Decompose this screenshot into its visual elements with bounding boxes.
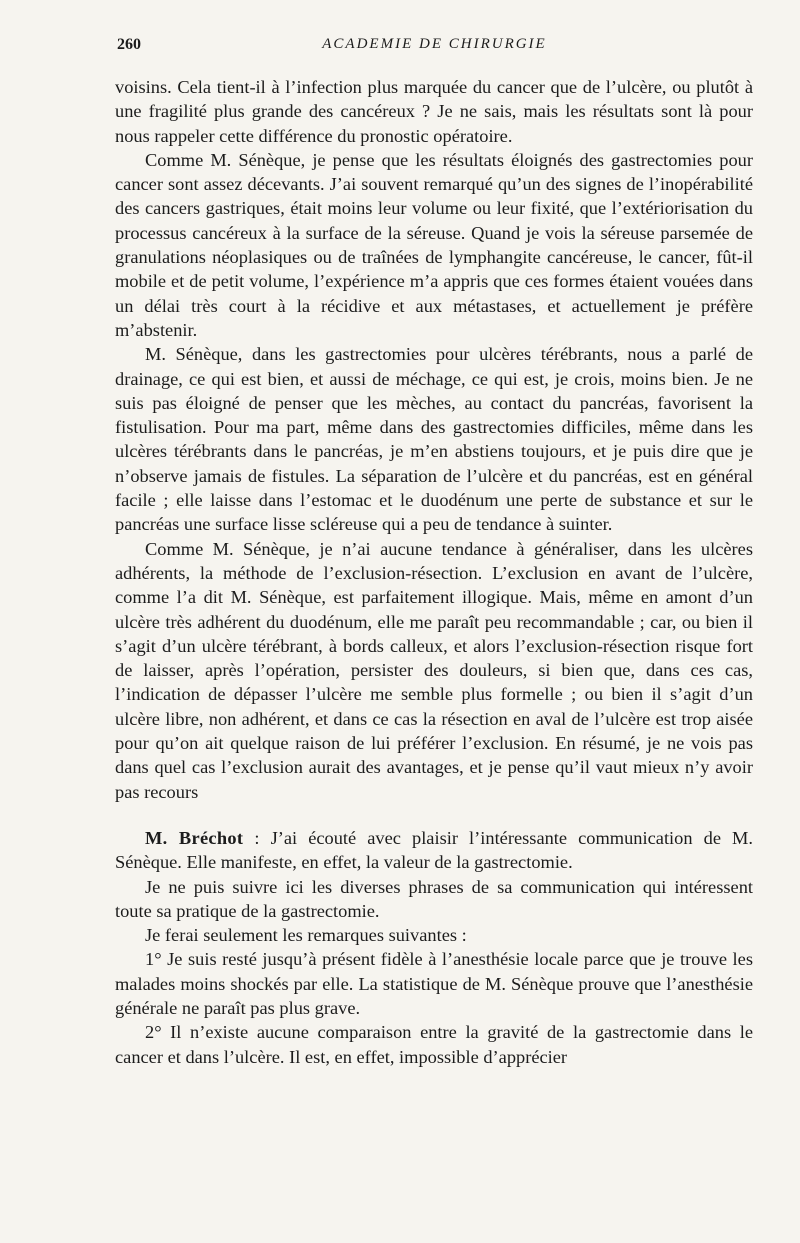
paragraph: M. Sénèque, dans les gastrectomies pour ulcères térébrants, nous a parlé de drainage, ce qui est bien, et aussi de méchage, ce qui est, je crois, moins bien. Je ne suis pas éloigné de penser que les mèches, au contact du pancréas, favorisent la fistulisation. Pour ma part, même dans des gastrectomies difficiles, même dans les ulcères térébrants dans le pancréas, je m’en abstiens toujours, et je puis dire que je n’observe jamais de fistules. La séparation de l’ulcère et du pancréas, est en général facile ; elle laisse dans l’estomac et le duodénum une perte de substance et sur le pancréas une surface lisse scléreuse qui a peu de tendance à suinter. <box>115 344 753 535</box>
page-header <box>117 36 752 60</box>
speaker-text: : J’ai écouté avec plaisir l’intéressante communication de M. Sénèque. Elle manifeste, en effet, la valeur de la gastrectomie. <box>115 827 753 873</box>
paragraph: Comme M. Sénèque, je pense que les résultats éloignés des gastrectomies pour cancer sont assez décevants. J’ai souvent remarqué qu’un des signes de l’inopérabilité des cancers gastriques, était moins leur volume ou leur fixité, que l’extériorisation du processus cancéreux à la surface de la séreuse. Quand je vois la séreuse parsemée de granulations néoplasiques ou de traînées de lymphangite cancéreuse, le cancer, fût-il mobile et de petit volume, l’expérience m’a appris que ces formes étaient vouées dans un délai très court à la récidive et aux métastases, et actuellement je préfère m’abstenir. <box>115 149 753 340</box>
running-title: ACADEMIE DE CHIRURGIE <box>322 36 547 52</box>
paragraph: Je ne puis suivre ici les diverses phrases de sa communication qui intéressent toute sa pratique de la gastrectomie. <box>115 876 753 921</box>
speaker-paragraph <box>115 826 753 875</box>
paragraph: 2° Il n’existe aucune comparaison entre la gravité de la gastrectomie dans le cancer et dans l’ulcère. Il est, en effet, impossible d’apprécier <box>115 1022 753 1067</box>
paragraph-continuation: voisins. Cela tient-il à l’infection plus marquée du cancer que de l’ulcère, ou plutôt à une fragilité plus grande des cancéreux ? Je ne sais, mais les résultats sont là pour nous rappeler cette différence du pronostic opératoire. <box>115 77 753 146</box>
paragraph: Comme M. Sénèque, je n’ai aucune tendance à généraliser, dans les ulcères adhérents, la méthode de l’exclusion-résection. L’exclusion en avant de l’ulcère, comme l’a dit M. Sénèque, est parfaitement illogique. Mais, même en amont d’un ulcère très adhérent du duodénum, elle me paraît peu recommandable ; car, ou bien il s’agit d’un ulcère térébrant, à bords calleux, et alors l’exclusion-résection risque fort de laisser, après l’opération, persister des douleurs, si bien que, dans ces cas, l’indication de dépasser l’ulcère me semble plus formelle ; ou bien il s’agit d’un ulcère libre, non adhérent, et dans ce cas la résection en aval de l’ulcère est trop aisée pour qu’on ait quelque raison de lui préférer l’exclusion. En résumé, je ne vois pas dans quel cas l’exclusion aurait des avantages, et je pense qu’il vaut mieux n’y avoir pas recours <box>115 538 753 802</box>
page-number: 260 <box>117 36 141 53</box>
paragraph: Je ferai seulement les remarques suivantes : <box>145 925 467 946</box>
paragraph: 1° Je suis resté jusqu’à présent fidèle à l’anesthésie locale parce que je trouve les malades moins shockés par elle. La statistique de M. Sénèque prouve que l’anesthésie générale ne paraît pas plus grave. <box>115 949 753 1018</box>
body-text <box>115 75 753 1069</box>
speaker-name: M. Bréchot <box>145 827 244 848</box>
